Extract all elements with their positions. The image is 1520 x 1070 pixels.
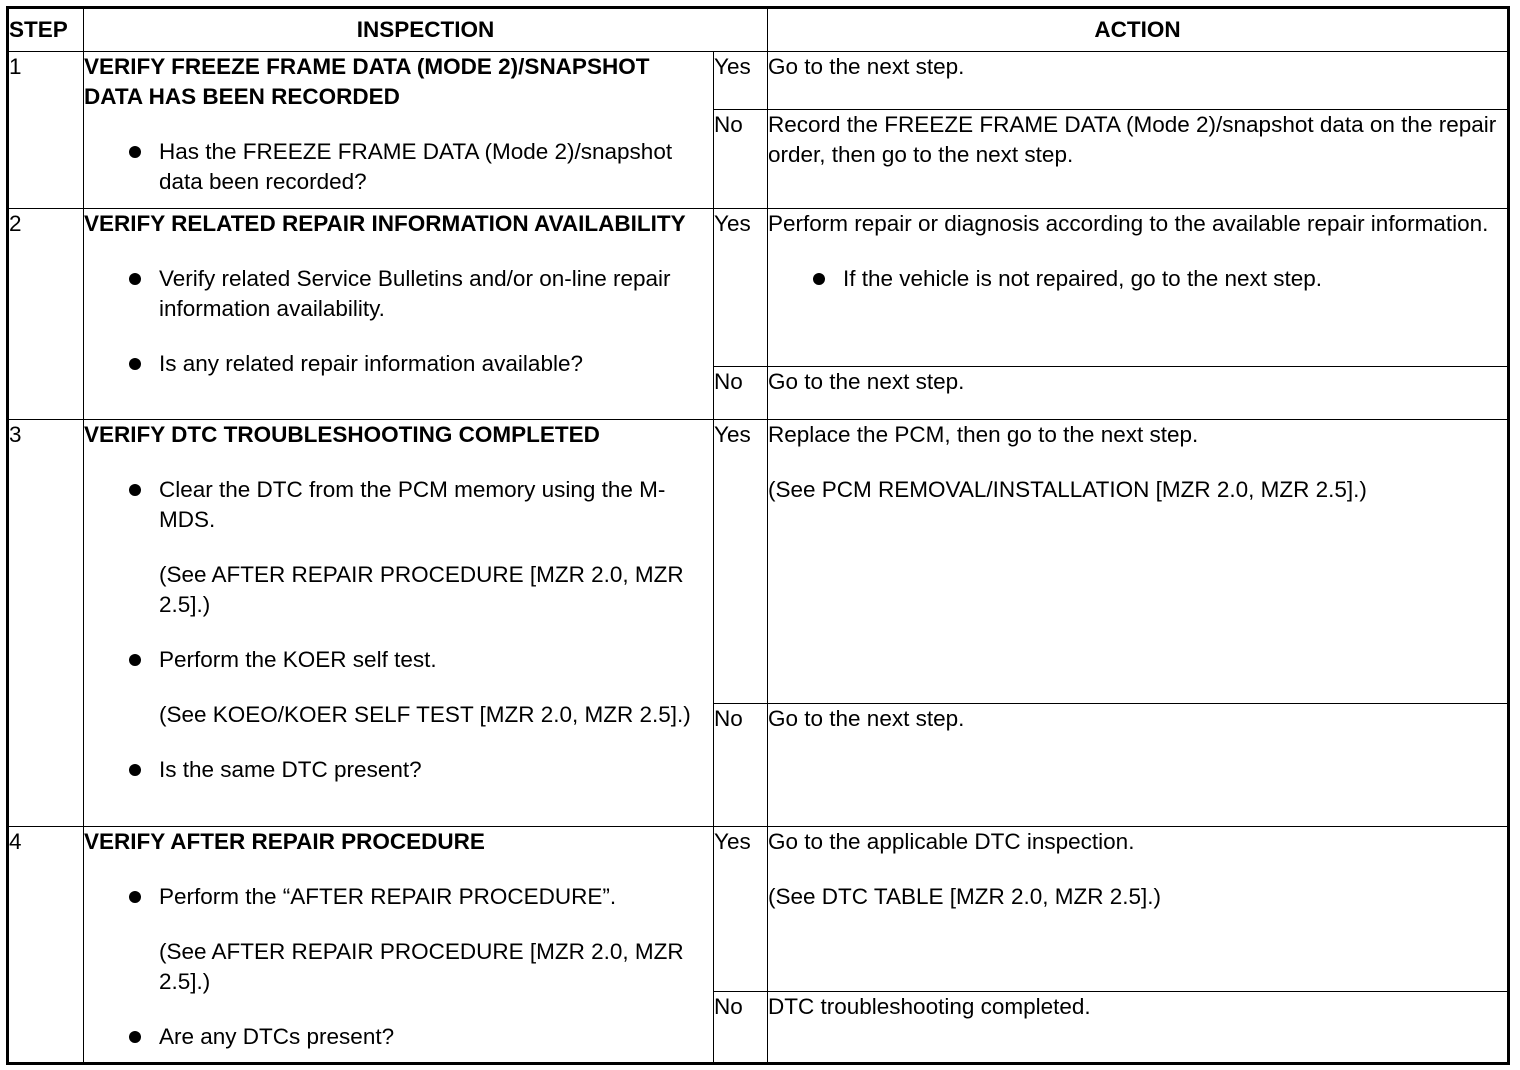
action-reference: (See PCM REMOVAL/INSTALLATION [MZR 2.0, MZR 2.5].)	[768, 477, 1367, 502]
table-row	[8, 52, 1509, 110]
inspection-bullet: Perform the “AFTER REPAIR PROCEDURE”.	[84, 882, 713, 912]
no-label: No	[714, 992, 768, 1064]
action-reference: (See DTC TABLE [MZR 2.0, MZR 2.5].)	[768, 884, 1162, 909]
inspection-bullet: Clear the DTC from the PCM memory using the M-MDS.	[84, 475, 713, 535]
inspection-bullet: Perform the KOER self test.	[84, 645, 713, 675]
inspection-reference: (See AFTER REPAIR PROCEDURE [MZR 2.0, MZR 2.5].)	[159, 562, 684, 617]
inspection-reference: (See KOEO/KOER SELF TEST [MZR 2.0, MZR 2.5].)	[159, 702, 691, 727]
table-row	[8, 827, 1509, 992]
step-number: 3	[8, 420, 84, 827]
no-action: Go to the next step.	[768, 704, 1509, 827]
action-bullet: If the vehicle is not repaired, go to the next step.	[768, 264, 1507, 294]
inspection-title: VERIFY AFTER REPAIR PROCEDURE	[84, 829, 485, 854]
yes-label: Yes	[714, 52, 768, 110]
inspection-header: INSPECTION	[84, 8, 768, 52]
no-label: No	[714, 110, 768, 209]
no-action: Record the FREEZE FRAME DATA (Mode 2)/snapshot data on the repair order, then go to the next step.	[768, 110, 1509, 209]
inspection-reference: (See AFTER REPAIR PROCEDURE [MZR 2.0, MZR 2.5].)	[159, 939, 684, 994]
no-action: DTC troubleshooting completed.	[768, 992, 1509, 1064]
inspection-bullet: Has the FREEZE FRAME DATA (Mode 2)/snapshot data been recorded?	[84, 137, 713, 197]
inspection-bullet: Verify related Service Bulletins and/or on-line repair information availability.	[84, 264, 713, 324]
inspection-cell	[84, 209, 714, 420]
inspection-cell	[84, 827, 714, 1064]
step-header: STEP	[8, 8, 84, 52]
yes-label: Yes	[714, 420, 768, 704]
diagnostic-procedure-table	[6, 6, 1510, 1065]
table-row	[8, 420, 1509, 704]
yes-action-cell	[768, 420, 1509, 704]
inspection-title: VERIFY DTC TROUBLESHOOTING COMPLETED	[84, 422, 600, 447]
action-header: ACTION	[768, 8, 1509, 52]
step-number: 2	[8, 209, 84, 420]
table-row	[8, 209, 1509, 367]
inspection-bullet: Is any related repair information available?	[84, 349, 713, 379]
yes-action: Go to the next step.	[768, 52, 1509, 110]
yes-action: Go to the applicable DTC inspection.	[768, 829, 1135, 854]
yes-action-cell	[768, 827, 1509, 992]
no-label: No	[714, 704, 768, 827]
inspection-bullet: Are any DTCs present?	[84, 1022, 713, 1052]
inspection-title: VERIFY RELATED REPAIR INFORMATION AVAILABILITY	[84, 211, 686, 236]
yes-label: Yes	[714, 827, 768, 992]
yes-action: Perform repair or diagnosis according to the available repair information.	[768, 211, 1489, 236]
header-row	[8, 8, 1509, 52]
no-label: No	[714, 367, 768, 420]
inspection-cell	[84, 52, 714, 209]
inspection-bullet: Is the same DTC present?	[84, 755, 713, 785]
yes-action: Replace the PCM, then go to the next step.	[768, 422, 1199, 447]
step-number: 4	[8, 827, 84, 1064]
step-number: 1	[8, 52, 84, 209]
yes-action-cell	[768, 209, 1509, 367]
yes-label: Yes	[714, 209, 768, 367]
inspection-cell	[84, 420, 714, 827]
no-action: Go to the next step.	[768, 367, 1509, 420]
inspection-title: VERIFY FREEZE FRAME DATA (MODE 2)/SNAPSHOT DATA HAS BEEN RECORDED	[84, 54, 650, 109]
